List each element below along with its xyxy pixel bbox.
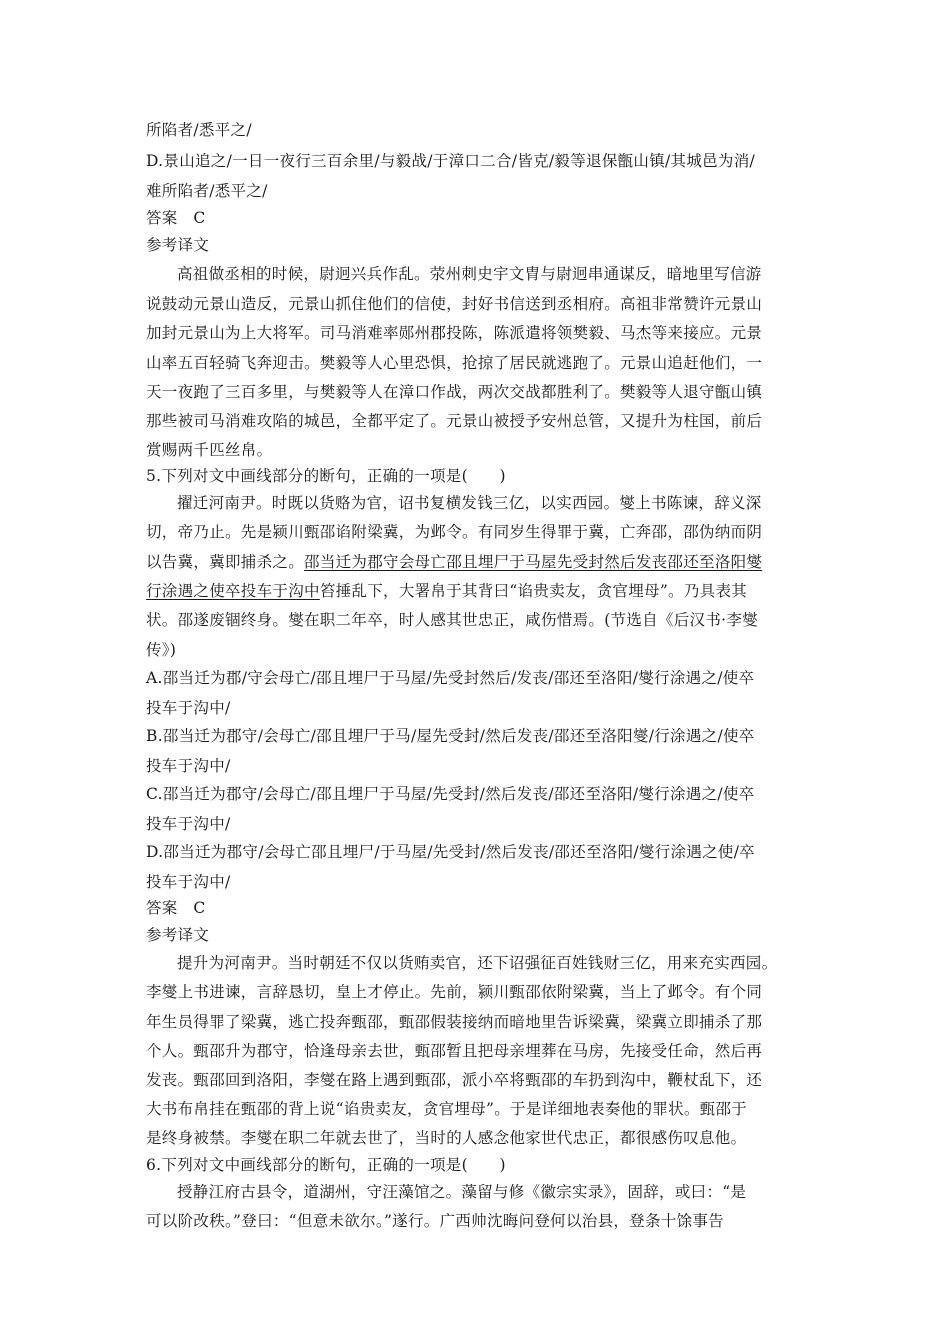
text-line: 加封元景山为上大将军。司马消难率郧州郡投陈，陈派遣将领樊毅、马杰等来接应。元景 [146,324,763,342]
answer-label: 答案 C [146,899,206,917]
underlined-passage: 邵当迁为郡守会母亡邵且埋尸于马屋先受封然后发丧邵还至洛阳燮 [304,553,763,571]
text-line [146,552,762,572]
text-line: 所陷者/悉平之/ [146,121,252,139]
text-line: 投车于沟中/ [146,757,231,775]
text-line: 是终身被禁。李燮在职二年就去世了，当时的人感念他家世代忠正，都很感伤叹息他。 [146,1129,747,1147]
translation-label: 参考译文 [146,236,210,254]
text-line: 李燮上书进谏，言辞恳切，皇上才停止。先前，颍川甄邵依附梁冀，当上了邺令。有个同 [146,983,763,1001]
text-line: 天一夜跑了三百多里，与樊毅等人在漳口作战，两次交战都胜利了。樊毅等人退守甑山镇 [146,383,763,401]
text-segment: 笞捶乱下，大署帛于其背曰“谄贵卖友，贪官埋母”。乃具表其 [319,582,748,600]
text-line: 高祖做丞相的时候，尉迥兴兵作乱。荥州刺史宇文胄与尉迥串通谋反，暗地里写信游 [177,265,762,283]
text-line: 赏赐两千匹丝帛。 [146,441,273,459]
option-b: B.邵当迁为郡守/会母亡/邵且埋尸于马/屋先受封/然后发丧/邵还至洛阳燮/行涂遇之/使卒 [146,727,755,745]
text-line: 大书布帛挂在甄邵的背上说“谄贵卖友，贪官埋母”。于是详细地表奏他的罪状。甄邵于 [146,1100,748,1118]
text-line [146,581,747,601]
text-line: 传》) [146,641,177,659]
option-d: D.景山追之/一日一夜行三百余里/与毅战/于漳口二合/皆克/毅等退保甑山镇/其城邑为消/ [146,152,756,170]
text-line: 投车于沟中/ [146,873,231,891]
option-d: D.邵当迁为郡守/会母亡邵且埋尸/于马屋/先受封/然后发丧/邵还至洛阳/燮行涂遇之使/卒 [146,843,756,861]
text-line: 山率五百轻骑飞奔迎击。樊毅等人心里恐惧，抢掠了居民就逃跑了。元景山追赶他们，一 [146,354,763,372]
text-line: 说鼓动元景山造反，元景山抓住他们的信使，封好书信送到丞相府。高祖非常赞许元景山 [146,295,763,313]
question-6: 6.下列对文中画线部分的断句，正确的一项是( ) [146,1156,506,1174]
text-line: 擢迁河南尹。时既以货赂为官，诏书复横发钱三亿，以实西园。燮上书陈谏，辞义深 [177,494,762,512]
text-line: 授静江府古县令，道湖州，守汪藻馆之。藻留与修《徽宗实录》，固辞，或曰：“是 [177,1183,747,1201]
text-line: 可以阶改秩。”登曰：“但意未欲尔。”遂行。广西帅沈晦问登何以治县，登条十馀事告 [146,1212,724,1230]
translation-label: 参考译文 [146,926,210,944]
underlined-passage: 行涂遇之使卒投车于沟中 [146,582,320,600]
text-line: 投车于沟中/ [146,815,231,833]
text-line: 个人。甄邵升为郡守，恰逢母亲去世，甄邵暂且把母亲埋葬在马房，先接受任命，然后再 [146,1042,763,1060]
text-line: 年生员得罪了梁冀，逃亡投奔甄邵，甄邵假装接纳而暗地里告诉梁冀，梁冀立即捕杀了那 [146,1013,763,1031]
text-line: 提升为河南尹。当时朝廷不仅以货贿卖官，还下诏强征百姓钱财三亿，用来充实西园。 [177,954,778,972]
text-line: 难所陷者/悉平之/ [146,182,268,200]
question-5: 5.下列对文中画线部分的断句，正确的一项是( ) [146,467,506,485]
text-line: 状。邵遂废锢终身。燮在职二年卒，时人感其世忠正，咸伤惜焉。(节选自《后汉书·李燮 [146,611,758,629]
text-line: 切，帝乃止。先是颍川甄邵谄附梁冀，为邺令。有同岁生得罪于冀，亡奔邵，邵伪纳而阴 [146,523,763,541]
answer-label: 答案 C [146,209,206,227]
text-line: 那些被司马消难攻陷的城邑，全都平定了。元景山被授予安州总管，又提升为柱国，前后 [146,412,763,430]
text-line: 发丧。甄邵回到洛阳，李燮在路上遇到甄邵，派小卒将甄邵的车扔到沟中，鞭杖乱下，还 [146,1071,763,1089]
text-line: 投车于沟中/ [146,699,231,717]
option-a: A.邵当迁为郡/守会母亡/邵且埋尸于马屋/先受封然后/发丧/邵还至洛阳/燮行涂遇之/使卒 [146,669,755,687]
option-c: C.邵当迁为郡守/会母亡/邵且埋尸于马屋/先受封/然后发丧/邵还至洛阳/燮行涂遇之/使卒 [146,785,755,803]
text-segment: 以告冀，冀即捕杀之。 [146,553,305,571]
